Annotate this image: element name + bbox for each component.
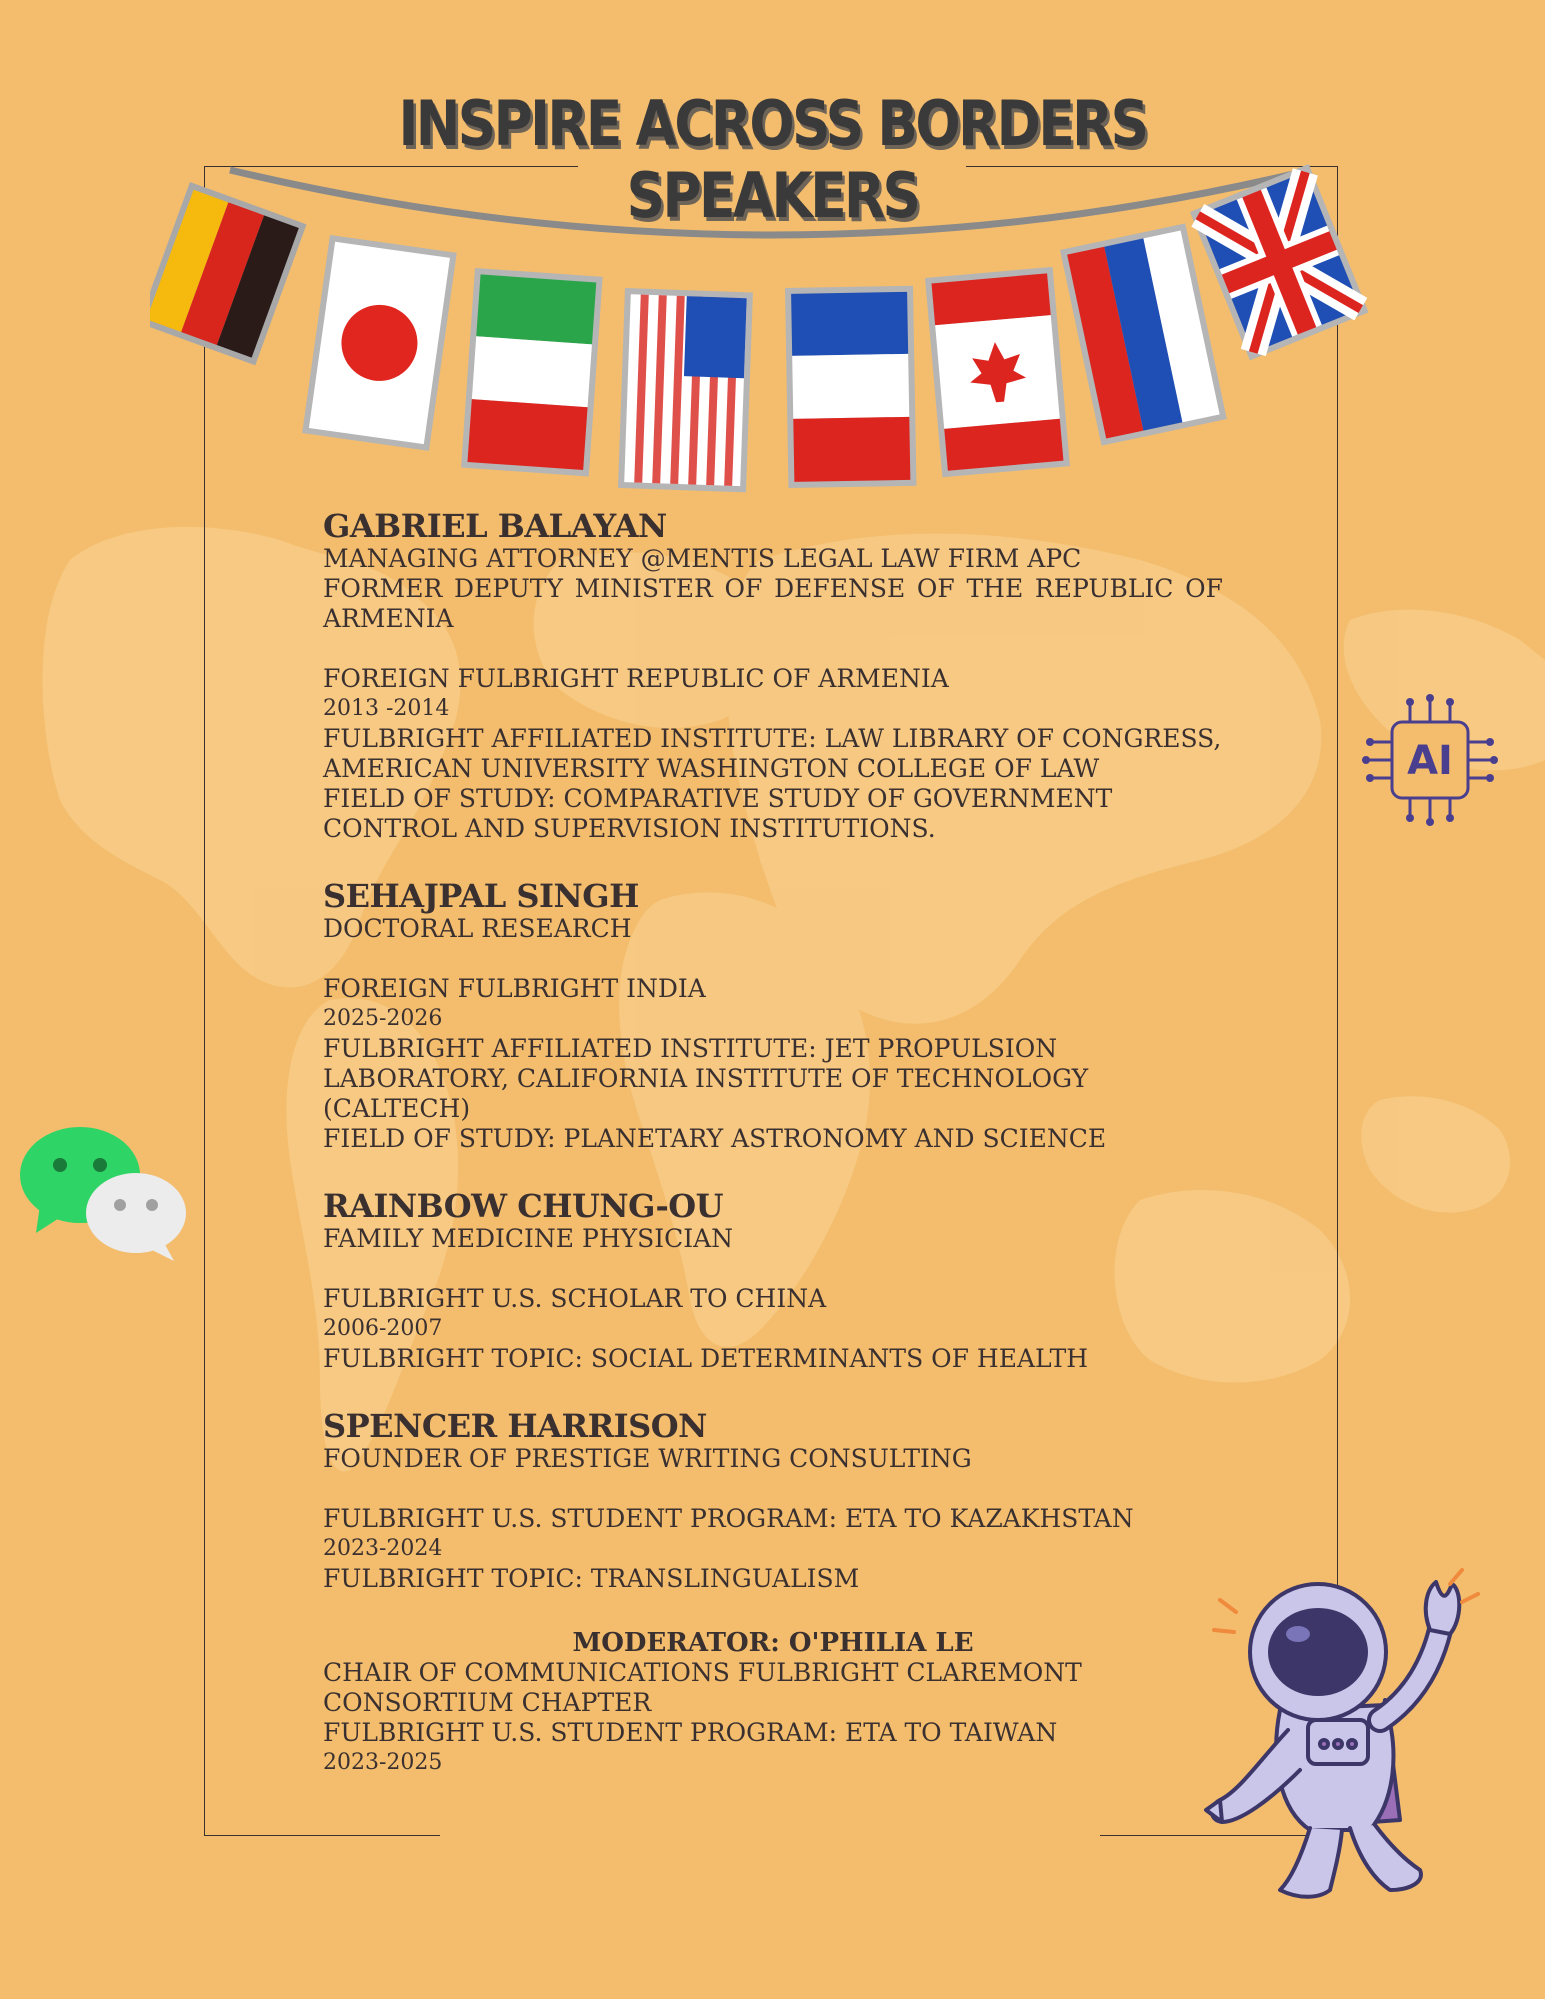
- speaker-detail: FIELD OF STUDY: PLANETARY ASTRONOMY AND SCIENCE: [323, 1124, 1107, 1153]
- speaker-name: GABRIEL BALAYAN: [323, 507, 667, 545]
- speaker-program: FULBRIGHT U.S. STUDENT PROGRAM: ETA TO KAZAKHSTAN: [323, 1504, 1134, 1533]
- astronaut-illustration: [1200, 1560, 1490, 1910]
- title-line-2: SPEAKERS: [626, 159, 919, 232]
- france-flag-icon: [785, 286, 916, 488]
- italy-flag-icon: [461, 268, 603, 476]
- speaker-name: SEHAJPAL SINGH: [323, 877, 639, 915]
- speaker-program: FOREIGN FULBRIGHT REPUBLIC OF ARMENIA: [323, 664, 949, 693]
- frame-border-bottom-left: [204, 1835, 440, 1836]
- speaker-detail: FIELD OF STUDY: COMPARATIVE STUDY OF GOVERNMENT CONTROL AND SUPERVISION INSTITUTIONS.: [323, 784, 1113, 843]
- speaker-program: FULBRIGHT U.S. SCHOLAR TO CHINA: [323, 1284, 827, 1313]
- japan-flag-icon: [302, 235, 457, 451]
- speaker-name: RAINBOW CHUNG-OU: [323, 1187, 724, 1225]
- speaker-years: 2013 -2014: [323, 696, 450, 721]
- germany-flag-icon: [150, 182, 307, 365]
- speaker-years: 2006-2007: [323, 1316, 443, 1341]
- speaker-role: FOUNDER OF PRESTIGE WRITING CONSULTING: [323, 1444, 972, 1473]
- speaker-name: SPENCER HARRISON: [323, 1407, 707, 1445]
- speaker-detail: FULBRIGHT AFFILIATED INSTITUTE: LAW LIBRARY OF CONGRESS, AMERICAN UNIVERSITY WASHINGTON COLLEGE OF LAW: [323, 724, 1222, 783]
- speaker-program: FOREIGN FULBRIGHT INDIA: [323, 974, 706, 1003]
- moderator-heading: MODERATOR: O'PHILIA LE: [572, 1628, 974, 1658]
- moderator-program: FULBRIGHT U.S. STUDENT PROGRAM: ETA TO TAIWAN: [323, 1718, 1058, 1747]
- speaker-entry: [323, 1188, 1223, 1374]
- page-title: [366, 88, 1179, 232]
- wechat-icon: [18, 1125, 188, 1265]
- moderator-entry: [323, 1628, 1223, 1778]
- speaker-role: FORMER DEPUTY MINISTER OF DEFENSE OF THE REPUBLIC OF ARMENIA: [323, 574, 1223, 633]
- speaker-role: DOCTORAL RESEARCH: [323, 914, 632, 943]
- speaker-detail: FULBRIGHT AFFILIATED INSTITUTE: JET PROPULSION LABORATORY, CALIFORNIA INSTITUTE OF TECHNOLOGY (CALTECH): [323, 1034, 1089, 1123]
- title-line-1: INSPIRE ACROSS BORDERS: [398, 87, 1147, 160]
- speaker-years: 2023-2024: [323, 1536, 443, 1561]
- speaker-detail: FULBRIGHT TOPIC: SOCIAL DETERMINANTS OF HEALTH: [323, 1344, 1089, 1373]
- usa-flag-icon: [618, 288, 753, 492]
- speaker-list: [323, 508, 1223, 1812]
- ai-icon-label: AI: [1407, 738, 1453, 784]
- speaker-years: 2025-2026: [323, 1006, 443, 1031]
- moderator-years: 2023-2025: [323, 1750, 443, 1775]
- speaker-entry: [323, 878, 1223, 1154]
- canada-flag-icon: [925, 267, 1070, 477]
- speaker-role: FAMILY MEDICINE PHYSICIAN: [323, 1224, 734, 1253]
- speaker-role: MANAGING ATTORNEY @MENTIS LEGAL LAW FIRM APC: [323, 544, 1082, 573]
- moderator-role: CHAIR OF COMMUNICATIONS FULBRIGHT CLAREMONT CONSORTIUM CHAPTER: [323, 1658, 1082, 1717]
- russia-flag-icon: [1060, 223, 1227, 445]
- speaker-detail: FULBRIGHT TOPIC: TRANSLINGUALISM: [323, 1564, 860, 1593]
- speaker-entry: [323, 508, 1223, 844]
- ai-chip-icon: [1360, 690, 1500, 830]
- speaker-entry: [323, 1408, 1223, 1594]
